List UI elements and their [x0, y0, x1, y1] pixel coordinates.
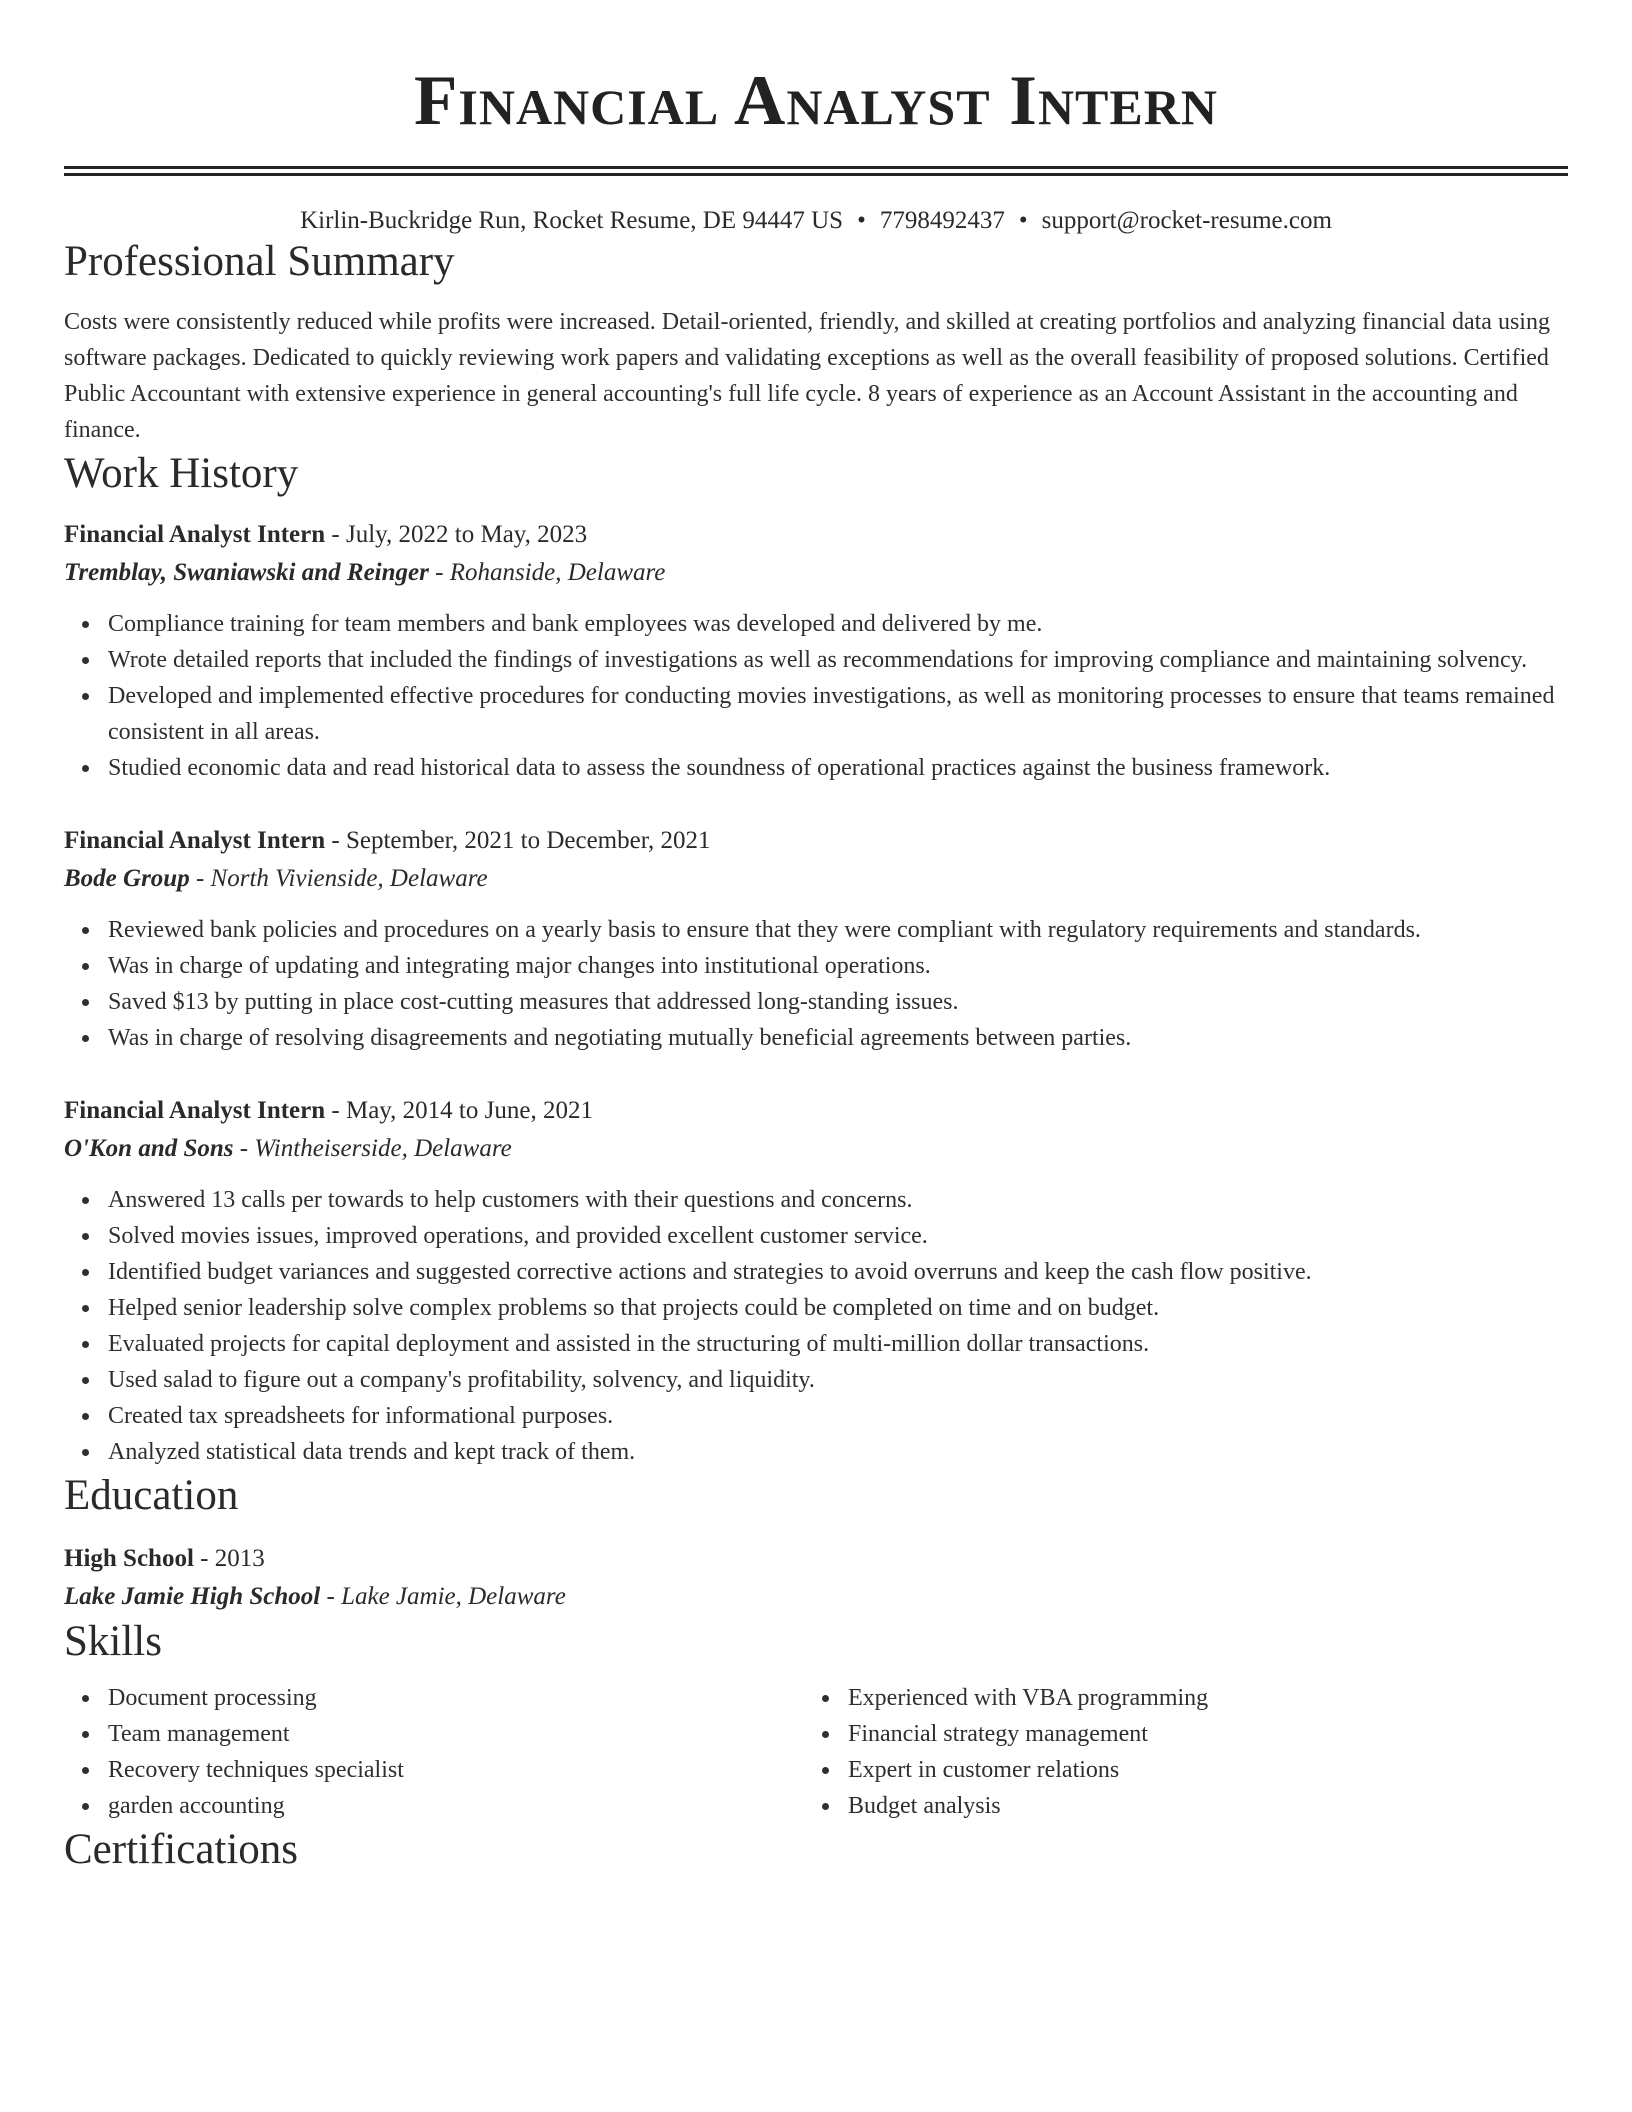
- contact-line: [64, 206, 1568, 236]
- job-dash: -: [325, 827, 346, 854]
- skills-column-left: [64, 1680, 804, 1824]
- job-dash: -: [233, 1135, 255, 1162]
- job-bullet: Solved movies issues, improved operations, and provided excellent customer service.: [108, 1218, 1568, 1254]
- job-bullet: Saved $13 by putting in place cost-cutting measures that addressed long-standing issues.: [108, 984, 1568, 1020]
- education-heading: Education: [64, 1472, 239, 1519]
- resume-page: [64, 0, 1568, 1876]
- skills-list: [64, 1680, 1568, 1824]
- job-company: O'Kon and Sons: [64, 1135, 234, 1162]
- job-bullet: Studied economic data and read historical data to assess the soundness of operational practices against the business framework.: [108, 750, 1568, 786]
- job-bullet: Answered 13 calls per towards to help customers with their questions and concerns.: [108, 1182, 1568, 1218]
- job-bullet: Wrote detailed reports that included the findings of investigations as well as recommendations for improving compliance and maintaining solvency.: [108, 642, 1568, 678]
- job-dash: -: [325, 521, 346, 548]
- education-entry: [64, 1540, 1568, 1616]
- education-school-line: [64, 1578, 1568, 1616]
- job-company-line: [64, 1130, 1568, 1168]
- job-title: Financial Analyst Intern: [64, 827, 326, 854]
- contact-email: support@rocket-resume.com: [1041, 207, 1332, 234]
- skills-column-right: [804, 1680, 1544, 1824]
- education-year: 2013: [214, 1545, 265, 1572]
- job-entry: [64, 822, 1568, 1056]
- certifications-heading: Certifications: [64, 1826, 299, 1873]
- education-dash: -: [320, 1583, 342, 1610]
- job-title-line: [64, 822, 1568, 860]
- job-title: Financial Analyst Intern: [64, 521, 326, 548]
- job-bullet: Reviewed bank policies and procedures on a yearly basis to ensure that they were compliant with regulatory requirements and standards.: [108, 912, 1568, 948]
- job-company-line: [64, 554, 1568, 592]
- contact-address: Kirlin-Buckridge Run, Rocket Resume, DE 94447 US: [300, 207, 844, 234]
- job-bullets: [64, 1182, 1568, 1470]
- job-bullet: Created tax spreadsheets for informational purposes.: [108, 1398, 1568, 1434]
- job-bullets: [64, 912, 1568, 1056]
- job-location: Wintheiserside, Delaware: [254, 1135, 512, 1162]
- skill-item: garden accounting: [108, 1788, 804, 1824]
- job-bullet: Was in charge of resolving disagreements and negotiating mutually beneficial agreements between parties.: [108, 1020, 1568, 1056]
- education-degree: High School: [64, 1545, 194, 1572]
- job-location: Rohanside, Delaware: [449, 559, 666, 586]
- summary-text: Costs were consistently reduced while profits were increased. Detail-oriented, friendly, and skilled at creating portfolios and analyzing financial data using software packages. Dedicated to quickly reviewing work papers and validating exceptions as well as the overall feasibility of proposed solutions. Certified Public Accountant with extensive experience in general accounting's full life cycle. 8 years of experience as an Account Assistant in the accounting and finance.: [64, 309, 1550, 443]
- skill-item: Recovery techniques specialist: [108, 1752, 804, 1788]
- job-dash: -: [325, 1097, 346, 1124]
- contact-separator: •: [857, 207, 866, 234]
- education-school: Lake Jamie High School: [64, 1583, 321, 1610]
- job-company: Bode Group: [64, 865, 190, 892]
- job-location: North Vivienside, Delaware: [210, 865, 488, 892]
- contact-phone: 7798492437: [879, 207, 1005, 234]
- job-entry: [64, 516, 1568, 786]
- job-dash: -: [428, 559, 450, 586]
- skill-item: Expert in customer relations: [848, 1752, 1544, 1788]
- job-title-line: [64, 1092, 1568, 1130]
- job-dates: July, 2022 to May, 2023: [345, 521, 588, 548]
- job-bullet: Was in charge of updating and integrating major changes into institutional operations.: [108, 948, 1568, 984]
- job-bullet: Evaluated projects for capital deployment and assisted in the structuring of multi-million dollar transactions.: [108, 1326, 1568, 1362]
- job-title: Financial Analyst Intern: [64, 1097, 326, 1124]
- work-history-heading: Work History: [64, 450, 299, 497]
- job-bullets: [64, 606, 1568, 786]
- title-double-rule: [64, 166, 1568, 176]
- skill-item: Financial strategy management: [848, 1716, 1544, 1752]
- skill-item: Document processing: [108, 1680, 804, 1716]
- skill-item: Team management: [108, 1716, 804, 1752]
- resume-title: Financial Analyst Intern: [414, 62, 1218, 140]
- job-bullet: Developed and implemented effective procedures for conducting movies investigations, as well as monitoring processes to ensure that teams remained consistent in all areas.: [108, 678, 1568, 750]
- skill-item: Budget analysis: [848, 1788, 1544, 1824]
- job-bullet: Compliance training for team members and bank employees was developed and delivered by me.: [108, 606, 1568, 642]
- summary-heading: Professional Summary: [64, 238, 455, 285]
- education-degree-line: [64, 1540, 1568, 1578]
- job-company: Tremblay, Swaniawski and Reinger: [64, 559, 429, 586]
- job-bullet: Identified budget variances and suggested corrective actions and strategies to avoid overruns and keep the cash flow positive.: [108, 1254, 1568, 1290]
- job-dates: May, 2014 to June, 2021: [345, 1097, 593, 1124]
- education-location: Lake Jamie, Delaware: [341, 1583, 566, 1610]
- job-dash: -: [189, 865, 211, 892]
- skill-item: Experienced with VBA programming: [848, 1680, 1544, 1716]
- job-company-line: [64, 860, 1568, 898]
- job-bullet: Helped senior leadership solve complex problems so that projects could be completed on time and on budget.: [108, 1290, 1568, 1326]
- contact-separator: •: [1018, 207, 1028, 234]
- job-bullet: Analyzed statistical data trends and kept track of them.: [108, 1434, 1568, 1470]
- job-title-line: [64, 516, 1568, 554]
- skills-bullets: [64, 1680, 804, 1824]
- job-bullet: Used salad to figure out a company's profitability, solvency, and liquidity.: [108, 1362, 1568, 1398]
- skills-bullets: [804, 1680, 1544, 1824]
- education-dash: -: [193, 1545, 215, 1572]
- skills-heading: Skills: [64, 1618, 162, 1665]
- job-dates: September, 2021 to December, 2021: [345, 827, 711, 854]
- job-entry: [64, 1092, 1568, 1470]
